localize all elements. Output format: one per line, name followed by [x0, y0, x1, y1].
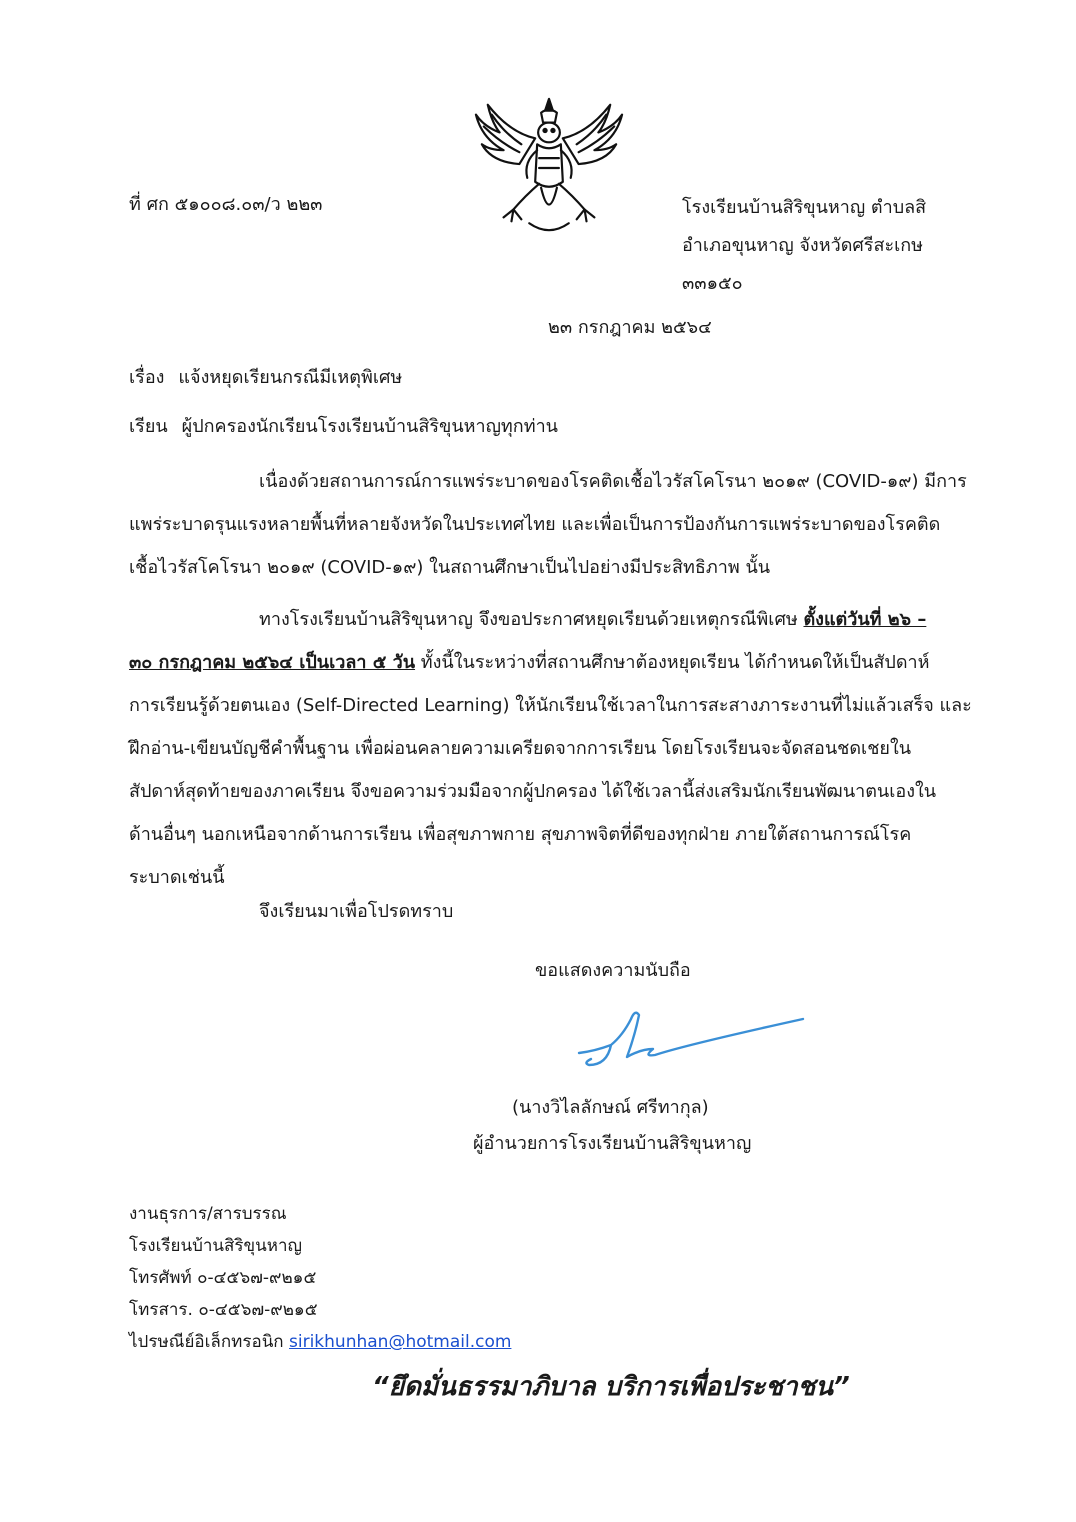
footer-email-label: ไปรษณีย์อิเล็กทรอนิก	[129, 1332, 284, 1352]
paragraph-line: เนื่องด้วยสถานการณ์การแพร่ระบาดของโรคติดเชื้อไวรัสโคโรนา ๒๐๑๙ (COVID-๑๙) มีการ	[259, 471, 967, 492]
footer-school: โรงเรียนบ้านสิริขุนหาญ	[129, 1236, 303, 1256]
paragraph-line: การเรียนรู้ด้วยตนเอง (Self-Directed Learning) ให้นักเรียนใช้เวลาในการสะสางภาระงานที่ไม่แล้วเสร็จ และ	[129, 695, 972, 716]
footer-department: งานธุรการ/สารบรรณ	[129, 1204, 287, 1224]
document-reference-number: ที่ ศก ๕๑๐๐๘.๐๓/ว ๒๒๓	[129, 194, 323, 215]
regards-text: ขอแสดงความนับถือ	[535, 960, 691, 981]
closing-statement: จึงเรียนมาเพื่อโปรดทราบ	[259, 901, 454, 922]
signer-name: (นางวิไลลักษณ์ ศรีทากุล)	[512, 1097, 709, 1118]
paragraph-line: เชื้อไวรัสโคโรนา ๒๐๑๙ (COVID-๑๙) ในสถานศึกษาเป็นไปอย่างมีประสิทธิภาพ นั้น	[129, 557, 771, 578]
closure-duration-emphasis: ๓๐ กรกฎาคม ๒๕๖๔ เป็นเวลา ๕ วัน	[129, 652, 416, 673]
letter-date: ๒๓ กรกฎาคม ๒๕๖๔	[548, 317, 712, 338]
paragraph-line: สัปดาห์สุดท้ายของภาคเรียน จึงขอความร่วมมือจากผู้ปกครอง ได้ใช้เวลานี้ส่งเสริมนักเรียนพัฒนาตนเองใน	[129, 781, 937, 802]
footer-email-line	[129, 1326, 511, 1358]
paragraph-line: ระบาดเช่นนี้	[129, 867, 225, 888]
email-link[interactable]: sirikhunhan@hotmail.com	[289, 1332, 512, 1352]
subject-line	[129, 362, 402, 391]
sender-address-line: โรงเรียนบ้านสิริขุนหาญ ตำบลสิ	[682, 197, 927, 218]
sender-address-line: อำเภอขุนหาญ จังหวัดศรีสะเกษ	[682, 235, 924, 256]
contact-footer	[129, 1198, 511, 1358]
paragraph-line: แพร่ระบาดรุนแรงหลายพื้นที่หลายจังหวัดในประเทศไทย และเพื่อเป็นการป้องกันการแพร่ระบาดของโรคติด	[129, 514, 941, 535]
signer-title: ผู้อำนวยการโรงเรียนบ้านสิริขุนหาญ	[473, 1133, 752, 1154]
body-paragraph-2	[129, 598, 972, 899]
garuda-emblem-icon	[470, 92, 628, 242]
paragraph-line: ทางโรงเรียนบ้านสิริขุนหาญ จึงขอประกาศหยุดเรียนด้วยเหตุกรณีพิเศษ ตั้งแต่วันที่ ๒๖ –	[259, 609, 927, 630]
recipient-text: ผู้ปกครองนักเรียนโรงเรียนบ้านสิริขุนหาญทุกท่าน	[181, 416, 558, 437]
paragraph-line: ฝึกอ่าน-เขียนบัญชีคำพื้นฐาน เพื่อผ่อนคลายความเครียดจากการเรียน โดยโรงเรียนจะจัดสอนชดเชยใน	[129, 738, 912, 759]
subject-text: แจ้งหยุดเรียนกรณีมีเหตุพิเศษ	[178, 367, 403, 388]
signature-mark	[575, 1005, 807, 1075]
paragraph-line: ด้านอื่นๆ นอกเหนือจากด้านการเรียน เพื่อสุขภาพกาย สุขภาพจิตที่ดีของทุกฝ่าย ภายใต้สถานการณ์โรค	[129, 824, 912, 845]
paragraph-line: ๓๐ กรกฎาคม ๒๕๖๔ เป็นเวลา ๕ วัน ทั้งนี้ในระหว่างที่สถานศึกษาต้องหยุดเรียน ได้กำหนดให้เป็นสัปดาห์	[129, 652, 930, 673]
footer-fax: โทรสาร. ๐-๔๕๖๗-๙๒๑๕	[129, 1300, 318, 1320]
recipient-line	[129, 411, 558, 440]
closure-dates-emphasis: ตั้งแต่วันที่ ๒๖ –	[803, 609, 927, 630]
sender-address-line: ๓๓๑๕๐	[682, 273, 743, 294]
body-paragraph-1	[129, 460, 967, 589]
slogan: “ยึดมั่นธรรมาภิบาล บริการเพื่อประชาชน”	[372, 1372, 850, 1402]
footer-phone: โทรศัพท์ ๐-๔๕๖๗-๙๒๑๕	[129, 1268, 317, 1288]
recipient-label: เรียน	[129, 416, 168, 437]
sender-address	[682, 189, 926, 303]
subject-label: เรื่อง	[129, 367, 165, 388]
